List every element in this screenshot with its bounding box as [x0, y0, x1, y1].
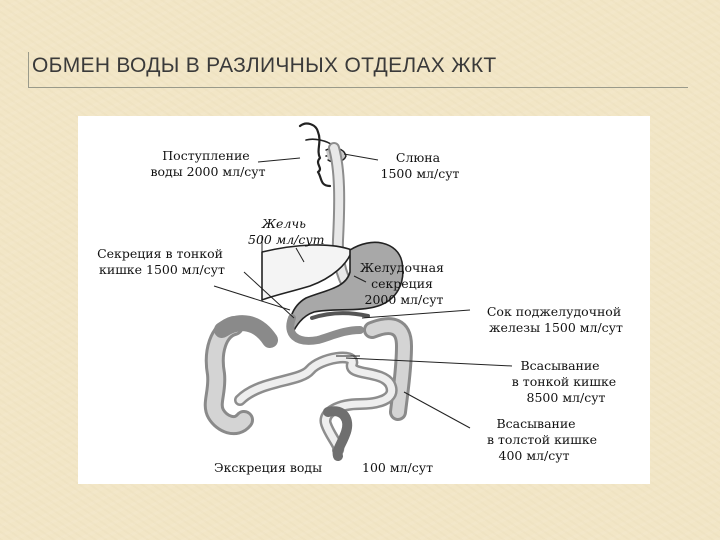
- leader-saliva: [344, 154, 378, 160]
- label-saliva: Слюна 1500 мл/сут: [380, 150, 460, 181]
- label-large-intestine-absorption: Всасывание в толстой кишке 400 мл/сут: [486, 416, 598, 463]
- label-small-intestine-absorption: Всасывание в тонкой кишке 8500 мл/сут: [511, 358, 617, 405]
- label-gastric-secretion: Желудочная секреция 2000 мл/сут: [360, 260, 444, 307]
- leader-large-absorption: [404, 392, 470, 428]
- label-small-intestine-secretion: Секреция в тонкой кишке 1500 мл/сут: [97, 246, 225, 277]
- leader-pancreatic: [362, 310, 470, 318]
- label-excretion: Экскреция воды 100 мл/сут: [214, 460, 433, 475]
- head-outline: [300, 124, 330, 186]
- slide-title: ОБМЕН ВОДЫ В РАЗЛИЧНЫХ ОТДЕЛАХ ЖКТ: [32, 54, 497, 77]
- leader-intake: [258, 158, 300, 162]
- label-pancreatic-juice: Сок поджелудочной железы 1500 мл/сут: [486, 304, 623, 335]
- leader-small-absorption: [346, 358, 512, 366]
- label-intake: Поступление воды 2000 мл/сут: [150, 148, 266, 179]
- pancreas: [312, 313, 368, 318]
- label-bile: Желчь 500 мл/сут: [248, 216, 325, 247]
